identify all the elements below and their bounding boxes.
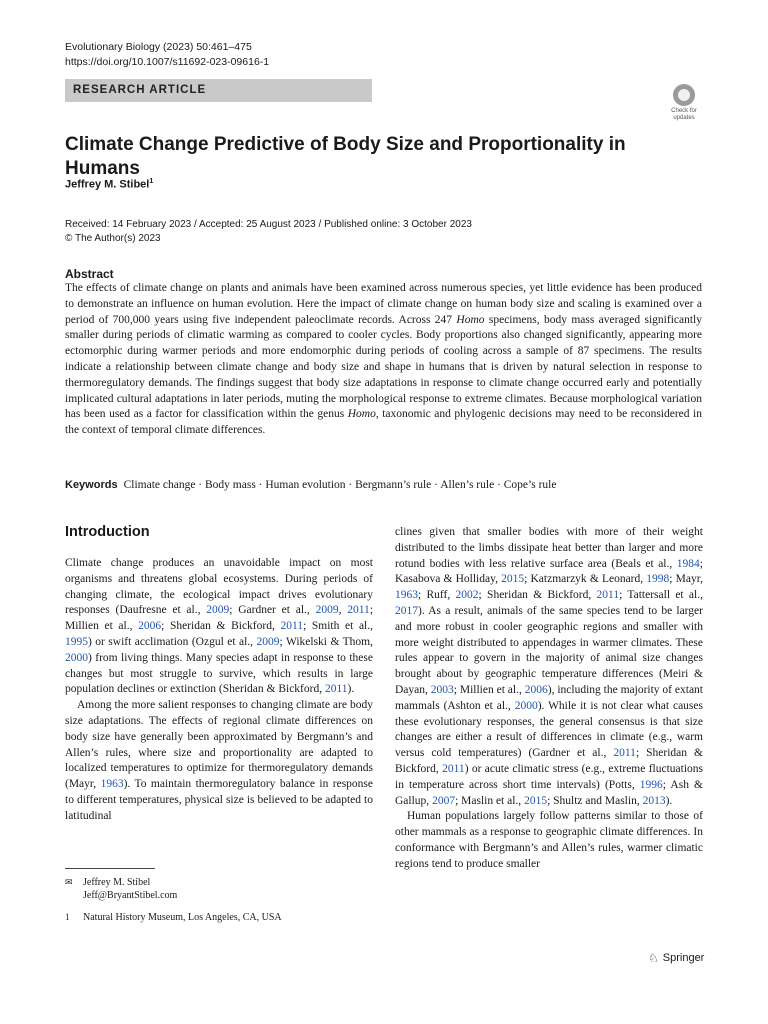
envelope-icon: ✉ (65, 877, 73, 887)
keywords-label: Keywords (65, 479, 118, 491)
left-column (65, 556, 373, 825)
citation-link[interactable]: 2003 (430, 683, 454, 696)
copyright: © The Author(s) 2023 (65, 233, 161, 244)
intro-paragraph-1: Climate change produces an unavoidable impact on most organisms and threatens global ecosystems. During periods of changing climate, the ecological impact drives evolutionary responses (Daufresne et al., 2009; Gardner et al., 2009, 2011; Millien et al., 2006; Sheridan & Bickford, 2011; Smith et al., 1995) or swift acclimation (Ozgul et al., 2009; Wikelski & Thom, 2000) from living things. Many species adapt in response to these changes but most struggle to survive, which results in large population declines or extinction (Sheridan & Bickford, 2011). (65, 557, 374, 696)
affil-number: 1 (65, 912, 70, 922)
contact-name: Jeffrey M. Stibel (83, 877, 151, 888)
citation-link[interactable]: 2006 (138, 620, 162, 633)
intro-paragraph-4: Human populations largely follow patterns similar to those of other mammals as a response to geographic climate differences. In conformance with Bergmann’s and Allen’s rules, warmer climatic regions tend to produce smaller (395, 810, 703, 870)
citation-link[interactable]: 2009 (206, 604, 230, 617)
journal-info (65, 40, 269, 70)
keywords-list: Climate change · Body mass · Human evolution · Bergmann’s rule · Allen’s rule · Cope’s rule (123, 479, 557, 491)
publisher-name: Springer (662, 952, 705, 964)
citation-link[interactable]: 2015 (501, 573, 525, 586)
check-updates-icon (673, 84, 695, 106)
citation-link[interactable]: 1998 (646, 573, 670, 586)
contact-email[interactable]: Jeff@BryantStibel.com (83, 890, 178, 901)
citation-link[interactable]: 2013 (642, 794, 666, 807)
citation-link[interactable]: 2006 (524, 683, 548, 696)
springer-horse-icon: ♘ (648, 951, 659, 965)
check-for-updates-badge[interactable] (664, 84, 704, 124)
article-type-banner: RESEARCH ARTICLE (65, 79, 372, 102)
citation-link[interactable]: 1995 (65, 635, 88, 648)
publication-dates (65, 218, 472, 246)
history-dates: Received: 14 February 2023 / Accepted: 25 August 2023 / Published online: 3 October 2023 (65, 219, 472, 230)
author-line (65, 178, 153, 191)
citation-link[interactable]: 2000 (65, 651, 88, 664)
intro-paragraph-3: clines given that smaller bodies with more of their weight distributed to the limbs dissipate heat better than larger and more rotund bodies with less relative surface area (Beals et al., 1984; Kasabova & Holliday, 2015; Katzmarzyk & Leonard, 1998; Mayr, 1963; Ruff, 2002; Sheridan & Bickford, 2011; Tattersall et al., 2017). As a result, animals of the same species tend to be larger and more robust in cooler geographic regions and smaller with more weight distributed to appendages in warmer climates. These rules appear to govern in the majority of animal size changes brought about by geographic temperature differences (Meiri & Dayan, 2003; Millien et al., 2006), including the majority of extant mammals (Ashton et al., 2000). While it is not clear what causes these evolutionary responses, the general consensus is that size changes are either a result of differences in climate (e.g., warm versus cold temperatures) (Gardner et al., 2011; Sheridan & Bickford, 2011) or acute climatic stress (e.g., extreme fluctuations in temperature across short time intervals) (Potts, 1996; Ash & Gallup, 2007; Maslin et al., 2015; Shultz and Maslin, 2013). (395, 526, 703, 807)
doi-link[interactable]: https://doi.org/10.1007/s11692-023-09616-1 (65, 56, 270, 68)
citation-link[interactable]: 2011 (347, 604, 370, 617)
citation-link[interactable]: 1996 (639, 778, 663, 791)
author-name[interactable]: Jeffrey M. Stibel (65, 178, 150, 191)
citation-link[interactable]: 2002 (455, 589, 479, 602)
citation-link[interactable]: 1984 (676, 557, 700, 570)
citation-link[interactable]: 1963 (100, 778, 124, 791)
abstract-body: The effects of climate change on plants and animals have been examined across numerous species, yet little evidence has been produced to demonstrate an influence on human evolution. Here the impact of climate change on human body size and scaling is examined over a period of 700,000 years using five independent paleoclimate records. Across 247 Homo specimens, body mass averaged significantly smaller during periods of climatic warming as compared to cooler cycles. Body proportions also changed significantly, appearing more ectomorphic during warmer periods and more endomorphic during periods of cooling across a sample of 87 specimens. The results indicate a relationship between climate change and body size and shape in humans that is driven by natural selection in response to thermoregulatory demands. The findings suggest that body size adaptations in response to climate change occurred early and potentially implicated cultural adaptations in later periods, muting the morphological response to extreme climates. Because morphological variation has been used as a factor for classification within the genus Homo, taxonomic and phylogenic decisions may need to be reconsidered in the context of temporal climate differences. (65, 282, 702, 437)
badge-line2: updates (673, 114, 695, 121)
keywords (65, 478, 705, 493)
citation-link[interactable]: 2011 (613, 747, 636, 760)
affiliation: Natural History Museum, Los Angeles, CA, USA (83, 912, 282, 923)
citation-link[interactable]: 2009 (315, 604, 339, 617)
publisher-logo (648, 951, 704, 965)
right-column (395, 525, 703, 873)
citation-link[interactable]: 2017 (395, 604, 418, 617)
intro-paragraph-2: Among the more salient responses to changing climate are body size adaptations. The effects of regional climate differences on body size have generally been approximated by Bergmann’s and Allen’s rules, where size and proportionality are adapted to localized temperatures to optimize for thermoregulatory demands (Mayr, 1963). To maintain thermoregulatory balance in response to different temperatures, physical size is believed to be adapted to latitudinal (65, 699, 374, 822)
article-title: Climate Change Predictive of Body Size and Proportionality in Humans (65, 134, 626, 179)
citation-link[interactable]: 2000 (514, 699, 538, 712)
citation-link[interactable]: 2007 (432, 794, 456, 807)
footnotes (65, 876, 282, 924)
citation-link[interactable]: 2009 (256, 635, 280, 648)
citation-link[interactable]: 2011 (324, 683, 348, 696)
citation-link[interactable]: 1963 (395, 589, 418, 602)
introduction-heading: Introduction (65, 524, 150, 540)
citation-link[interactable]: 2015 (524, 794, 548, 807)
citation-link[interactable]: 2011 (596, 589, 620, 602)
journal-citation: Evolutionary Biology (2023) 50:461–475 (65, 41, 252, 53)
abstract-heading: Abstract (65, 267, 114, 281)
badge-line1: Check for (671, 108, 697, 114)
affil-mark: 1 (149, 178, 154, 185)
footnote-divider (65, 868, 155, 869)
citation-link[interactable]: 2011 (442, 762, 465, 775)
citation-link[interactable]: 2011 (280, 620, 304, 633)
